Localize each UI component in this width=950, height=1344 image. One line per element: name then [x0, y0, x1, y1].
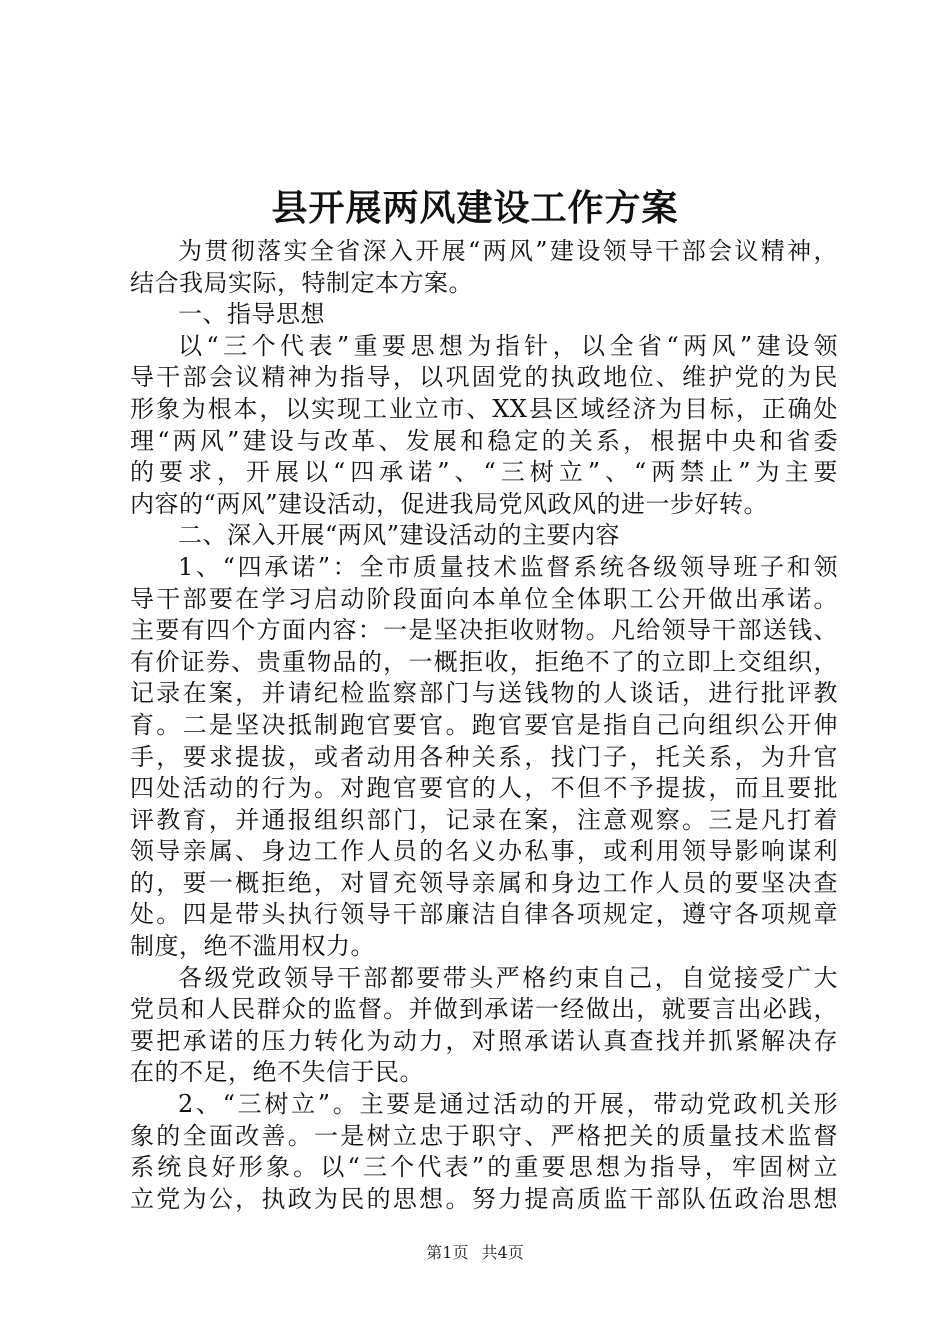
text-line: 1、“四承诺”：全市质量技术监督系统各级领导班子和领: [178, 552, 838, 581]
text-line: 评教育，并通报组织部门，记录在案，注意观察。三是凡打着: [130, 805, 838, 834]
document-title: 县开展两风建设工作方案: [271, 187, 679, 229]
text-line: 系统良好形象。以“三个代表”的重要思想为指导，牢固树立: [130, 1153, 838, 1182]
text-line: 党员和人民群众的监督。并做到承诺一经做出，就要言出必践，: [130, 995, 838, 1024]
text-line: 在的不足，绝不失信于民。: [130, 1058, 424, 1087]
text-line: 各级党政领导干部都要带头严格约束自己，自觉接受广大: [178, 963, 838, 992]
text-line: 要把承诺的压力转化为动力，对照承诺认真查找并抓紧解决存: [130, 1026, 838, 1055]
text-line: 记录在案，并请纪检监察部门与送钱物的人谈话，进行批评教: [130, 679, 838, 708]
text-line: 制度，绝不滥用权力。: [130, 932, 375, 961]
text-line: 育。二是坚决抵制跑官要官。跑官要官是指自己向组织公开伸: [130, 710, 838, 739]
text-line: 领导亲属、身边工作人员的名义办私事，或利用领导影响谋利: [130, 837, 838, 866]
text-line: 四处活动的行为。对跑官要官的人，不但不予提拔，而且要批: [130, 774, 838, 803]
text-line: 形象为根本，以实现工业立市、XX县区域经济为目标，正确处: [130, 394, 838, 423]
text-line: 有价证券、贵重物品的，一概拒收，拒绝不了的立即上交组织，: [130, 647, 838, 676]
text-line: 的要求，开展以“四承诺”、“三树立”、“两禁止”为主要: [130, 458, 838, 487]
text-line: 主要有四个方面内容：一是坚决拒收财物。凡给领导干部送钱、: [130, 616, 838, 645]
document-body: [130, 236, 838, 1215]
text-line: 导干部要在学习启动阶段面向本单位全体职工公开做出承诺。: [130, 584, 838, 613]
page-footer: [0, 1242, 950, 1264]
text-line: 内容的“两风”建设活动，促进我局党风政风的进一步好转。: [130, 489, 769, 518]
page-number: 第1页: [426, 1243, 469, 1262]
text-line: 的，要一概拒绝，对冒充领导亲属和身边工作人员的要坚决查: [130, 868, 838, 897]
text-line: 为贯彻落实全省深入开展“两风”建设领导干部会议精神，: [178, 237, 838, 265]
text-line: 结合我局实际，特制定本方案。: [130, 268, 473, 297]
text-line: 以“三个代表”重要思想为指针，以全省“两风”建设领: [178, 331, 838, 360]
text-line: 2、“三树立”。主要是通过活动的开展，带动党政机关形: [178, 1090, 838, 1119]
page-total: 共4页: [481, 1243, 524, 1262]
text-line: 立党为公，执政为民的思想。努力提高质监干部队伍政治思想: [130, 1184, 838, 1213]
text-line: 二、深入开展“两风”建设活动的主要内容: [178, 521, 621, 550]
text-line: 象的全面改善。一是树立忠于职守、严格把关的质量技术监督: [130, 1121, 838, 1150]
text-line: 处。四是带头执行领导干部廉洁自律各项规定，遵守各项规章: [130, 900, 838, 929]
text-line: 手，要求提拔，或者动用各种关系，找门子，托关系，为升官: [130, 742, 838, 771]
text-line: 导干部会议精神为指导，以巩固党的执政地位、维护党的为民: [130, 363, 838, 392]
text-line: 一、指导思想: [178, 300, 325, 329]
text-line: 理“两风”建设与改革、发展和稳定的关系，根据中央和省委: [130, 426, 838, 455]
